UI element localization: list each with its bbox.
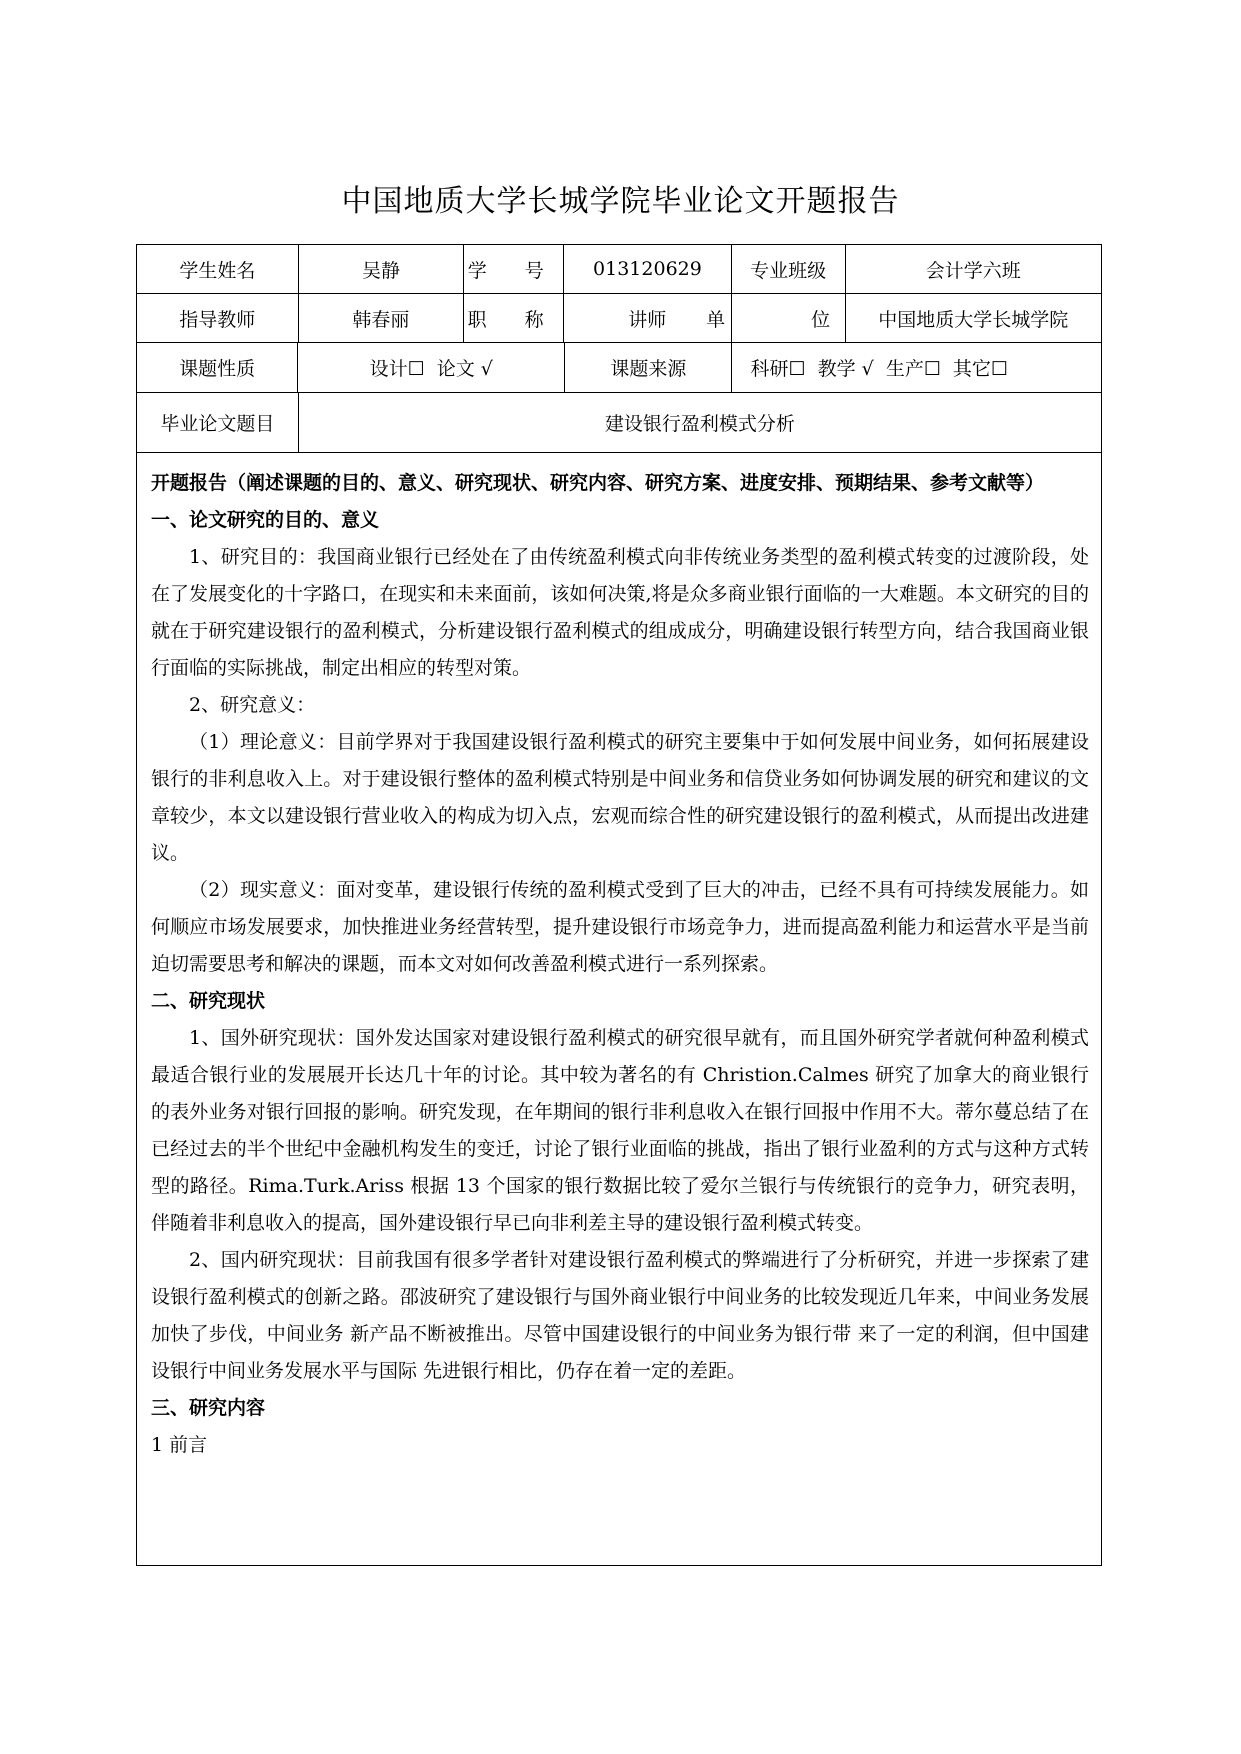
section-1-title: 一、论文研究的目的、意义	[151, 509, 380, 531]
major-class-label: 专业班级	[732, 245, 846, 293]
paragraph-domestic-research: 2、国内研究现状：目前我国有很多学者针对建设银行盈利模式的弊端进行了分析研究，并进一步探索了建设银行盈利模式的创新之路。邵波研究了建设银行与国外商业银行中间业务的比较发现近几年来，中间业务发展加快了步伐，中间业务 新产品不断被推出。尽管中国建设银行的中间业务为银行带 来了一定的利润，但中国建设银行中间业务发展水平与国际 先进银行相比，仍存在着一定的差距。	[151, 1249, 1089, 1382]
info-row-advisor	[137, 294, 1101, 343]
report-heading: 开题报告（阐述课题的目的、意义、研究现状、研究内容、研究方案、进度安排、预期结果、参考文献等）	[151, 472, 1045, 494]
title-rank-value: 讲师	[564, 294, 732, 342]
paragraph-theoretical-significance: （1）理论意义：目前学界对于我国建设银行盈利模式的研究主要集中于如何发展中间业务，如何拓展建设银行的非利息收入上。对于建设银行整体的盈利模式特别是中间业务和信贷业务如何协调发展的研究和建议的文章较少，本文以建设银行营业收入的构成为切入点，宏观而综合性的研究建设银行的盈利模式，从而提出改进建议。	[151, 731, 1089, 864]
proposal-form	[136, 244, 1102, 1566]
topic-nature-options: 设计☐ 论文 √	[298, 343, 565, 392]
section-2-title: 二、研究现状	[151, 990, 266, 1012]
thesis-title-value: 建设银行盈利模式分析	[604, 413, 795, 435]
major-class-value: 会计学六班	[925, 259, 1021, 282]
topic-source-label: 课题来源	[565, 343, 732, 392]
info-row-student	[137, 245, 1101, 294]
paragraph-foreign-research: 1、国外研究现状：国外发达国家对建设银行盈利模式的研究很早就有，而且国外研究学者就何种盈利模式最适合银行业的发展展开长达几十年的讨论。其中较为著名的有 Christion.Calmes 研究了加拿大的商业银行的表外业务对银行回报的影响。研究发现，在年期间的银行非利息收入在银行回报中作用不大。蒂尔蔓总结了在已经过去的半个世纪中金融机构发生的变迁，讨论了银行业面临的挑战，指出了银行业盈利的方式与这种方式转型的路径。Rima.Turk.Ariss 根据 13 个国家的银行数据比较了爱尔兰银行与传统银行的竞争力，研究表明，伴随着非利息收入的提高，国外建设银行早已向非利差主导的建设银行盈利模式转变。	[151, 1027, 1089, 1234]
info-row-topic	[137, 343, 1101, 393]
thesis-title-label: 毕业论文题目	[137, 393, 299, 452]
unit-value: 中国地质大学长城学院	[878, 308, 1069, 331]
topic-source-options: 科研☐ 教学 √ 生产☐ 其它☐	[750, 358, 1008, 380]
topic-nature-label: 课题性质	[137, 343, 298, 392]
paragraph-research-purpose: 1、研究目的：我国商业银行已经处在了由传统盈利模式向非传统业务类型的盈利模式转变的过渡阶段，处在了发展变化的十字路口，在现实和未来面前，该如何决策,将是众多商业银行面临的一大难题。本文研究的目的就在于研究建设银行的盈利模式，分析建设银行盈利模式的组成成分，明确建设银行转型方向，结合我国商业银行面临的实际挑战，制定出相应的转型对策。	[151, 546, 1089, 679]
unit-label: 单 位	[732, 294, 846, 342]
student-id-label: 学 号	[464, 245, 564, 293]
report-body	[137, 453, 1101, 1565]
info-row-thesis-title	[137, 393, 1101, 453]
paragraph-practical-significance: （2）现实意义：面对变革，建设银行传统的盈利模式受到了巨大的冲击，已经不具有可持续发展能力。如何顺应市场发展要求，加快推进业务经营转型，提升建设银行市场竞争力，进而提高盈利能力和运营水平是当前迫切需要思考和解决的课题，而本文对如何改善盈利模式进行一系列探索。	[151, 879, 1089, 975]
student-id-value: 013120629	[564, 245, 732, 293]
document-title: 中国地质大学长城学院毕业论文开题报告	[341, 184, 900, 219]
title-rank-label: 职 称	[464, 294, 564, 342]
paragraph-research-significance: 2、研究意义：	[189, 694, 316, 716]
advisor-value: 韩春丽	[299, 294, 465, 342]
section-3-title: 三、研究内容	[151, 1397, 266, 1419]
student-name-label: 学生姓名	[137, 245, 299, 293]
advisor-label: 指导教师	[137, 294, 299, 342]
research-content-item-1: 1 前言	[151, 1434, 208, 1456]
student-name-value: 吴静	[299, 245, 465, 293]
